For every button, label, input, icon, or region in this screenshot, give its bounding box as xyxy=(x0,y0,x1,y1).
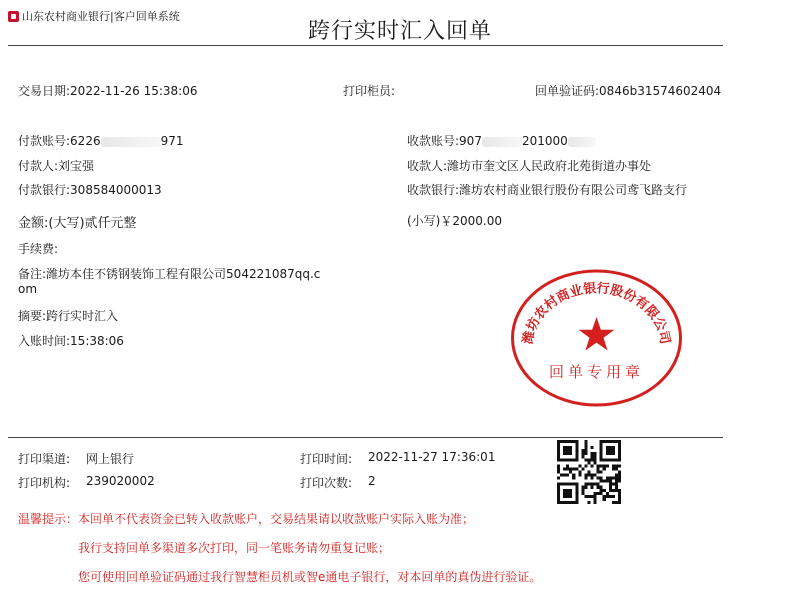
print-time-label: 打印时间: xyxy=(300,452,353,466)
summary: 摘要:跨行实时汇入 xyxy=(18,309,119,323)
payer-name: 付款人:刘宝强 xyxy=(18,159,95,173)
print-count-label: 打印次数: xyxy=(300,476,353,490)
print-org-value: 239020002 xyxy=(86,474,155,488)
notice-line-2: 我行支持回单多渠道多次打印，同一笔账务请勿重复记账； xyxy=(78,541,391,555)
trade-date: 交易日期:2022-11-26 15:38:06 xyxy=(18,84,198,98)
payee-bank: 收款银行:潍坊农村商业银行股份有限公司鸢飞路支行 xyxy=(407,183,688,197)
qr-code xyxy=(557,440,621,504)
print-time-value: 2022-11-27 17:36:01 xyxy=(368,450,496,464)
verify-code: 回单验证码:0846b31574602404 xyxy=(535,84,722,98)
print-count-value: 2 xyxy=(368,474,376,488)
fee: 手续费: xyxy=(18,242,59,256)
payer-account xyxy=(18,132,184,149)
posting-time: 入账时间:15:38:06 xyxy=(18,334,124,348)
masked-digits xyxy=(482,137,522,147)
payee-account-middle: 201000 xyxy=(521,134,568,148)
official-seal xyxy=(508,265,685,410)
amount-upper: 金额:(大写)贰仟元整 xyxy=(18,216,137,231)
remark-line-1: 备注:潍坊本佳不锈钢装饰工程有限公司504221087qq.c xyxy=(18,267,321,281)
printer-label: 打印柜员: xyxy=(343,84,396,98)
receipt-title: 跨行实时汇入回单 xyxy=(307,19,492,44)
bank-logo-text: 山东农村商业银行|客户回单系统 xyxy=(22,10,180,23)
remark-line-2: om xyxy=(18,282,38,296)
notice-line-3: 您可使用回单验证码通过我行智慧柜员机或智e通电子银行，对本回单的真伪进行验证。 xyxy=(78,570,542,584)
payer-account-suffix: 971 xyxy=(160,134,184,148)
bottom-divider xyxy=(8,437,723,438)
notice-line-1: 温馨提示：本回单不代表资金已转入收款账户，交易结果请以收款账户实际入账为准； xyxy=(18,512,475,526)
payee-name: 收款人:潍坊市奎文区人民政府北苑街道办事处 xyxy=(407,159,652,173)
masked-digits xyxy=(101,137,161,147)
seal-label: 回单专用章 xyxy=(548,363,645,381)
payer-account-prefix: 付款账号:6226 xyxy=(18,134,101,148)
payee-account-prefix: 收款账号:907 xyxy=(407,134,482,148)
star-icon xyxy=(579,317,615,351)
top-divider xyxy=(8,45,723,46)
print-channel-value: 网上银行 xyxy=(86,452,135,466)
print-org-label: 打印机构: xyxy=(18,476,71,490)
payee-account xyxy=(407,132,596,149)
masked-digits xyxy=(568,137,596,147)
amount-lower: (小写)￥2000.00 xyxy=(407,214,502,228)
seal-org-text: 潍坊农村商业银行股份有限公司 xyxy=(520,281,673,346)
print-channel-label: 打印渠道: xyxy=(18,452,71,466)
payer-bank: 付款银行:308584000013 xyxy=(18,183,162,197)
